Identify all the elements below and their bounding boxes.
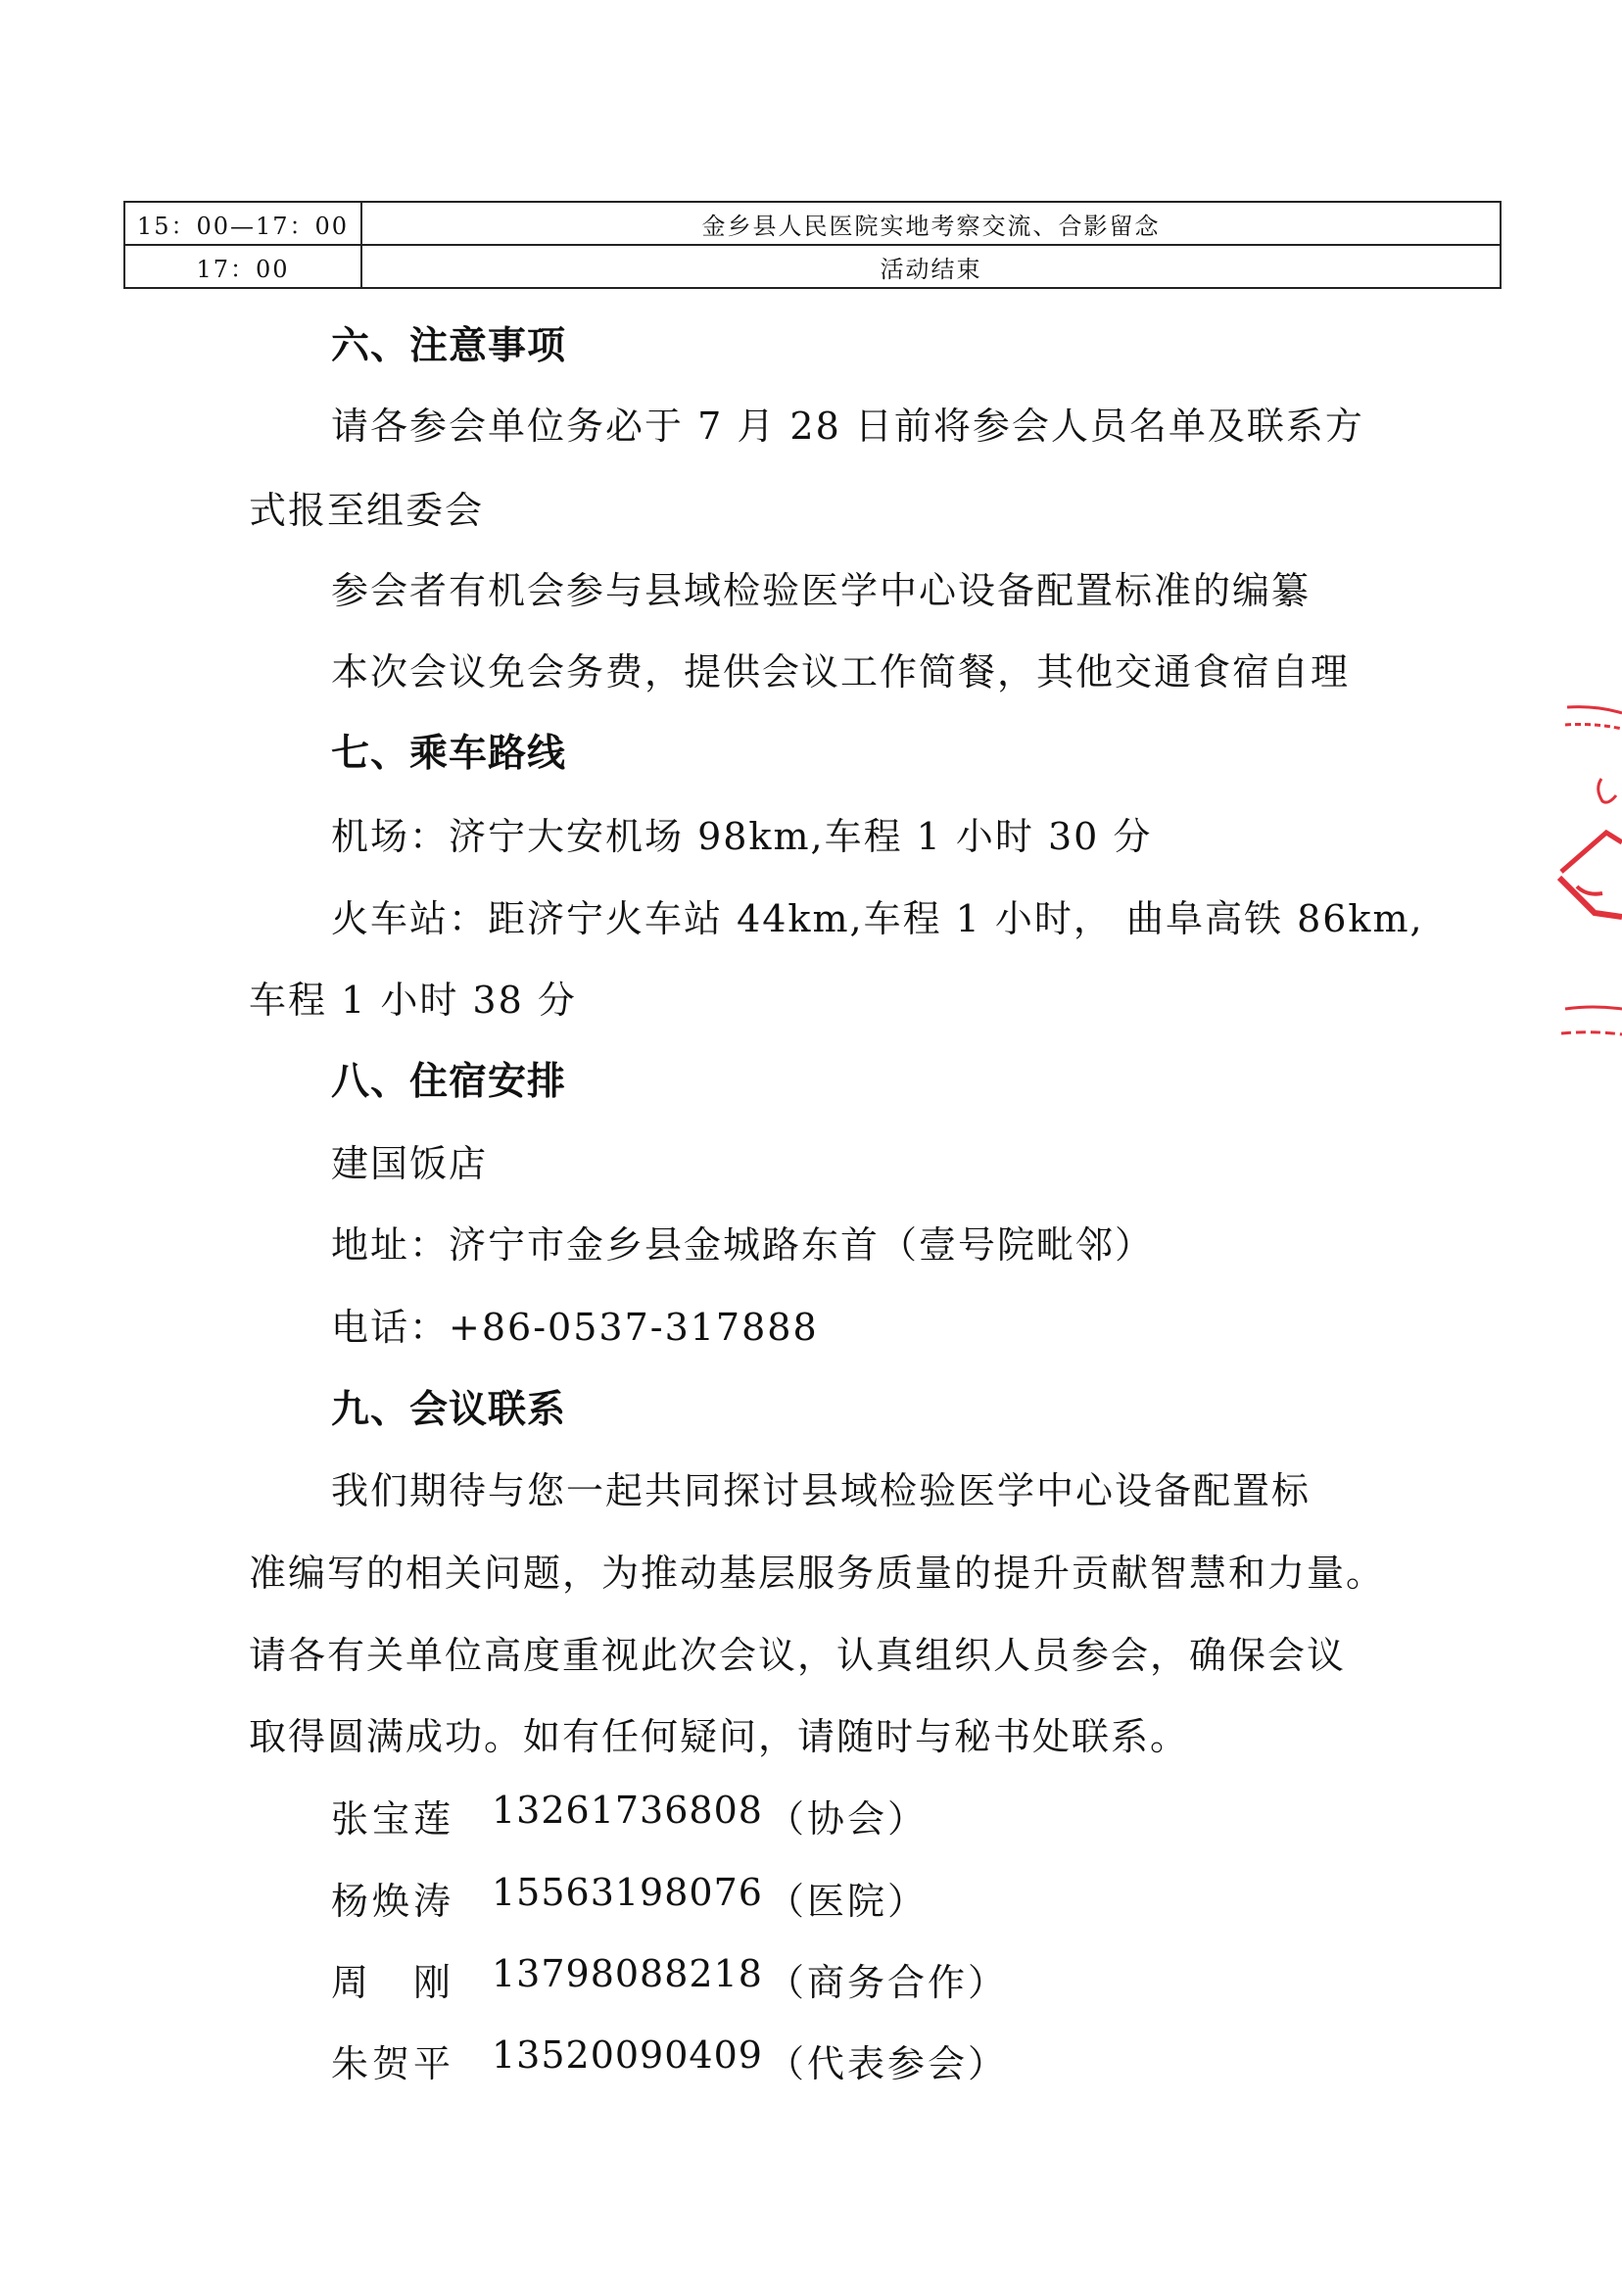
contact-phone: 13261736808: [492, 1789, 763, 1832]
contact-name: 张宝莲: [331, 1797, 455, 1841]
contact-phone: 13798088218: [492, 1952, 763, 1995]
hotel-phone: 电话：+86-0537-317888: [331, 1306, 819, 1349]
contact-name: 朱贺平: [331, 2042, 455, 2085]
notice-paragraph-line: 式报至组委会: [249, 489, 485, 532]
section-8-title: 八、住宿安排: [331, 1060, 567, 1104]
contact-role: （医院）: [767, 1880, 929, 1923]
contact-phone: 15563198076: [492, 1871, 763, 1914]
contact-paragraph-line: 准编写的相关问题，为推动基层服务质量的提升贡献智慧和力量。: [249, 1552, 1386, 1595]
table-row: [124, 202, 1501, 245]
notice-paragraph: 本次会议免会务费，提供会议工作简餐，其他交通食宿自理: [331, 650, 1351, 694]
notice-paragraph: 参会者有机会参与县域检验医学中心设备配置标准的编纂: [331, 569, 1312, 612]
schedule-activity: 金乡县人民医院实地考察交流、合影留念: [361, 202, 1501, 245]
schedule-table: [123, 201, 1502, 289]
train-route-line: 火车站：距济宁火车站 44km,车程 1 小时， 曲阜高铁 86km,: [331, 897, 1424, 940]
airport-route: 机场：济宁大安机场 98km,车程 1 小时 30 分: [331, 815, 1153, 858]
hotel-name: 建国饭店: [331, 1142, 489, 1185]
contact-paragraph-line: 取得圆满成功。如有任何疑问，请随时与秘书处联系。: [249, 1715, 1190, 1758]
notice-paragraph-line: 请各参会单位务必于 7 月 28 日前将参会人员名单及联系方: [331, 405, 1364, 448]
contact-paragraph-line: 我们期待与您一起共同探讨县域检验医学中心设备配置标: [331, 1469, 1312, 1512]
official-seal-stamp: [1548, 686, 1622, 1077]
contact-paragraph-line: 请各有关单位高度重视此次会议，认真组织人员参会，确保会议: [249, 1634, 1347, 1677]
contact-phone: 13520090409: [492, 2033, 763, 2077]
section-7-title: 七、乘车路线: [331, 732, 567, 776]
section-6-title: 六、注意事项: [331, 324, 567, 368]
contact-role: （协会）: [767, 1797, 929, 1841]
schedule-time: 17：00: [124, 245, 361, 288]
contact-role: （代表参会）: [767, 2042, 1009, 2085]
table-row: [124, 245, 1501, 288]
contact-name: 杨焕涛: [331, 1880, 455, 1923]
contact-role: （商务合作）: [767, 1961, 1009, 2004]
train-route-line: 车程 1 小时 38 分: [249, 979, 577, 1022]
contact-name: 周 刚: [331, 1961, 455, 2004]
section-9-title: 九、会议联系: [331, 1388, 567, 1432]
schedule-activity: 活动结束: [361, 245, 1501, 288]
hotel-address: 地址：济宁市金乡县金城路东首（壹号院毗邻）: [331, 1223, 1155, 1267]
schedule-time: 15：00—17：00: [124, 202, 361, 245]
